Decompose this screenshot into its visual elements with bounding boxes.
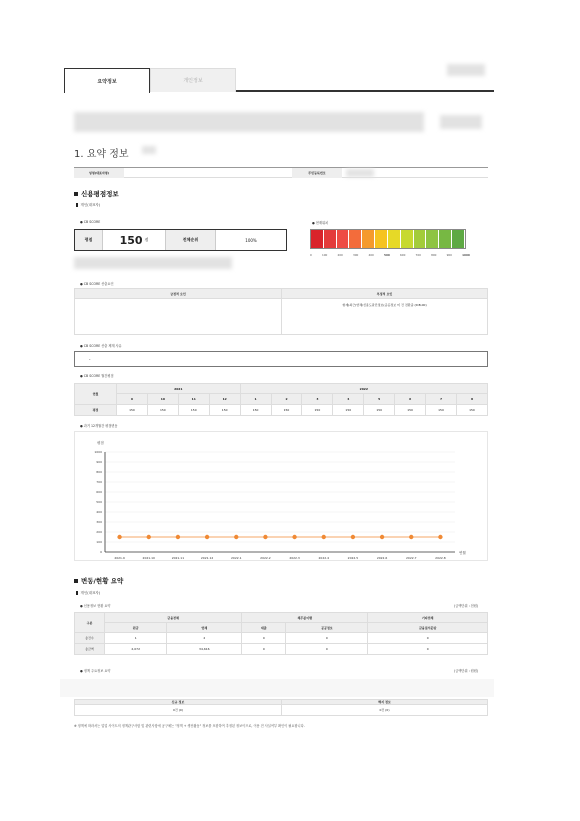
reason-col-negative: 부정적 요인 — [282, 289, 488, 299]
monthly-table — [74, 383, 488, 416]
redacted-heading — [74, 112, 424, 132]
month-header: 3 — [302, 394, 333, 405]
redacted-date — [74, 257, 232, 269]
month-header: 8 — [456, 394, 487, 405]
month-score: 150 — [209, 405, 240, 416]
x-tick-label: 2022.4 — [318, 556, 329, 560]
score-row-label: 평점 — [75, 405, 117, 416]
cell: 0 — [368, 633, 488, 644]
debt-summary-title: ● 신용정보 현황 요약 — [80, 604, 111, 608]
month-score: 150 — [395, 405, 426, 416]
col-public: 공공정보 — [286, 623, 368, 633]
x-tick-label: 2021.12 — [200, 556, 214, 560]
year-2021: 2021 — [117, 384, 241, 394]
data-point — [176, 535, 180, 539]
x-tick-label: 2022.8 — [435, 556, 446, 560]
cell: 2,072 — [105, 644, 167, 655]
redacted-section-right — [142, 146, 156, 154]
month-score: 150 — [147, 405, 178, 416]
scale-tick: 1000 — [462, 253, 470, 257]
cb-score-label: ● CB SCORE — [80, 220, 101, 224]
footnote: ※ 정책에 따라서는 업업 사이트의 정책관구사항 및 관련사항에 공구체는 "정책 + 생산활동" 정보를 포함하여 추정된 정보이므로, 이용 전 사실여부 확인이 필요합니다. — [74, 724, 305, 728]
scale-segment — [324, 230, 337, 248]
scale-tick: 200 — [337, 253, 343, 257]
scale-segment — [375, 230, 388, 248]
grey-band — [60, 679, 494, 697]
y-tick-label: 400 — [96, 510, 102, 514]
month-header: 1 — [240, 394, 271, 405]
closed-info-value: 0건 (0) — [282, 705, 488, 716]
position-label: ● 현재위치 — [312, 221, 329, 225]
reason-table — [74, 288, 488, 335]
new-closed-table — [74, 699, 488, 716]
y-tick-label: 700 — [96, 480, 102, 484]
scale-segment — [349, 230, 362, 248]
col-loan: 대출 — [242, 623, 286, 633]
data-point — [438, 535, 442, 539]
x-tick-label: 2022.7 — [406, 556, 417, 560]
month-score: 150 — [426, 405, 457, 416]
monthly-title: ● CB SCORE 월간평점 — [80, 374, 114, 378]
redacted-heading-2 — [440, 115, 482, 129]
group-finance: 금융전체 — [105, 613, 242, 623]
group-default: 채무불이행 — [242, 613, 368, 623]
redacted-top-right — [447, 64, 485, 76]
tab-personal[interactable]: 개인정보 — [150, 68, 236, 92]
new-info-header: 신규 정보 — [75, 700, 282, 705]
col-principal: 원금 — [105, 623, 167, 633]
month-header: 2 — [271, 394, 302, 405]
y-tick-label: 300 — [96, 520, 102, 524]
month-score: 150 — [117, 405, 148, 416]
scale-tick: 700 — [415, 253, 421, 257]
scale-segment — [426, 230, 439, 248]
row-amount-label: 총금액 — [75, 644, 105, 655]
month-score: 150 — [456, 405, 487, 416]
credit-section-title: 신용평점정보 — [74, 189, 119, 198]
col-overdue: 연체 — [167, 623, 242, 633]
data-point — [380, 535, 384, 539]
month-score: 150 — [364, 405, 395, 416]
summary-section-title: 변동/현황 요약 — [74, 576, 123, 585]
credit-sub-title: 개인(대표자) — [76, 203, 100, 208]
score-scale-bar — [310, 229, 466, 249]
month-header: 4 — [333, 394, 364, 405]
year-header: 연월 — [75, 384, 117, 405]
scale-segment — [414, 230, 427, 248]
y-tick-label: 1000 — [94, 450, 102, 454]
scale-tick: 500 — [384, 253, 390, 257]
y-tick-label: 800 — [96, 470, 102, 474]
rank-label: 전체순위 — [166, 230, 216, 250]
x-tick-label: 2022.5 — [347, 556, 359, 560]
y-tick-label: 0 — [100, 550, 102, 554]
reason-col-positive: 긍정적 요인 — [75, 289, 282, 299]
redacted-reg — [346, 169, 374, 177]
scale-tick: 800 — [431, 253, 437, 257]
x-tick-label: 2022.6 — [376, 556, 388, 560]
month-score: 150 — [271, 405, 302, 416]
x-tick-label: 2022.1 — [231, 556, 242, 560]
rank-value: 100% — [245, 237, 257, 243]
month-score: 150 — [302, 405, 333, 416]
month-header: 6 — [395, 394, 426, 405]
cell: 1 — [105, 633, 167, 644]
x-tick-label: 2021.9 — [114, 556, 125, 560]
line-chart — [75, 432, 489, 562]
chart-title: ● 과거 12개월간 평점변동 — [80, 424, 118, 428]
y-tick-label: 900 — [96, 460, 102, 464]
change-reason-title: ● CB SCORE 산출 제계 사유 — [80, 344, 122, 348]
cell: 34,616 — [167, 644, 242, 655]
scale-segment — [362, 230, 375, 248]
month-header: 10 — [147, 394, 178, 405]
score-box — [74, 229, 287, 251]
y-tick-label: 100 — [96, 540, 102, 544]
identity-bar — [74, 167, 488, 178]
reg-label: 주민등록번호 — [292, 168, 342, 178]
year-2022: 2022 — [240, 384, 487, 394]
y-tick-label: 500 — [96, 500, 102, 504]
group-other: 기타전체 — [368, 613, 488, 623]
scale-tick: 0 — [310, 253, 312, 257]
cell: 0 — [286, 633, 368, 644]
x-axis-label: 연월 — [459, 551, 466, 555]
data-point — [322, 535, 326, 539]
reason-positive-cell — [75, 299, 282, 335]
month-header: 11 — [178, 394, 209, 405]
y-tick-label: 200 — [96, 530, 102, 534]
cell: 0 — [242, 633, 286, 644]
scale-segment — [311, 230, 324, 248]
debt-table — [74, 612, 488, 655]
x-tick-label: 2022.2 — [260, 556, 271, 560]
cell: 2 — [167, 633, 242, 644]
month-score: 150 — [178, 405, 209, 416]
x-tick-label: 2021.11 — [171, 556, 185, 560]
data-point — [292, 535, 296, 539]
cell: 0 — [242, 644, 286, 655]
scale-tick: 100 — [321, 253, 328, 257]
row-count-label: 총건수 — [75, 633, 105, 644]
score-scale-ticks — [310, 253, 470, 257]
score-history-chart — [74, 431, 488, 561]
data-point — [351, 535, 355, 539]
y-tick-label: 600 — [96, 490, 102, 494]
cell: 0 — [368, 644, 488, 655]
scale-tick: 400 — [368, 253, 374, 257]
unit-label-1: (금액단위 : 천원) — [454, 604, 479, 608]
x-tick-label: 2021.10 — [142, 556, 155, 560]
scale-segment — [388, 230, 401, 248]
unit-label-2: (금액단위 : 원원) — [454, 669, 479, 673]
month-score: 150 — [333, 405, 364, 416]
change-reason-box: - — [74, 351, 488, 367]
score-value: 150 점 — [103, 230, 166, 250]
section-title-summary: 1. 요약 정보 — [74, 149, 129, 160]
x-tick-label: 2022.3 — [289, 556, 300, 560]
month-header: 12 — [209, 394, 240, 405]
data-point — [117, 535, 121, 539]
summary-sub-title: 개인(대표자) — [76, 591, 100, 596]
col-order: 금융질서문란 — [368, 623, 488, 633]
tab-bar — [64, 68, 494, 92]
data-point — [147, 535, 151, 539]
month-header: 7 — [426, 394, 457, 405]
data-point — [263, 535, 267, 539]
closed-info-header: 해지 정보 — [282, 700, 488, 705]
row-header: 구분 — [75, 613, 105, 633]
score-label: 평점 — [75, 230, 103, 250]
data-point — [409, 535, 413, 539]
scale-segment — [337, 230, 350, 248]
month-header: 9 — [117, 394, 148, 405]
reason-negative-cell: 현재(최근)연체/신용도판단정보(공공정보 미 건 전환중 (ICB,00) — [282, 299, 488, 335]
scale-segment — [452, 230, 465, 248]
scale-tick: 300 — [352, 253, 359, 257]
scale-tick: 900 — [446, 253, 452, 257]
data-point — [205, 535, 209, 539]
scale-segment — [401, 230, 414, 248]
scale-tick: 600 — [400, 253, 406, 257]
tab-summary[interactable]: 요약정보 — [64, 68, 150, 93]
change-info-title: ● 정책 주요정보 요약 — [80, 669, 111, 673]
month-score: 150 — [240, 405, 271, 416]
y-axis-label: 평점 — [97, 441, 104, 445]
reason-title: ● CB SCORE 산출요인 — [80, 282, 114, 286]
month-header: 5 — [364, 394, 395, 405]
new-info-value: 0건 (0) — [75, 705, 282, 716]
scale-segment — [439, 230, 452, 248]
data-point — [234, 535, 238, 539]
cell: 0 — [286, 644, 368, 655]
name-label: 성명(대표자명) — [74, 168, 124, 178]
